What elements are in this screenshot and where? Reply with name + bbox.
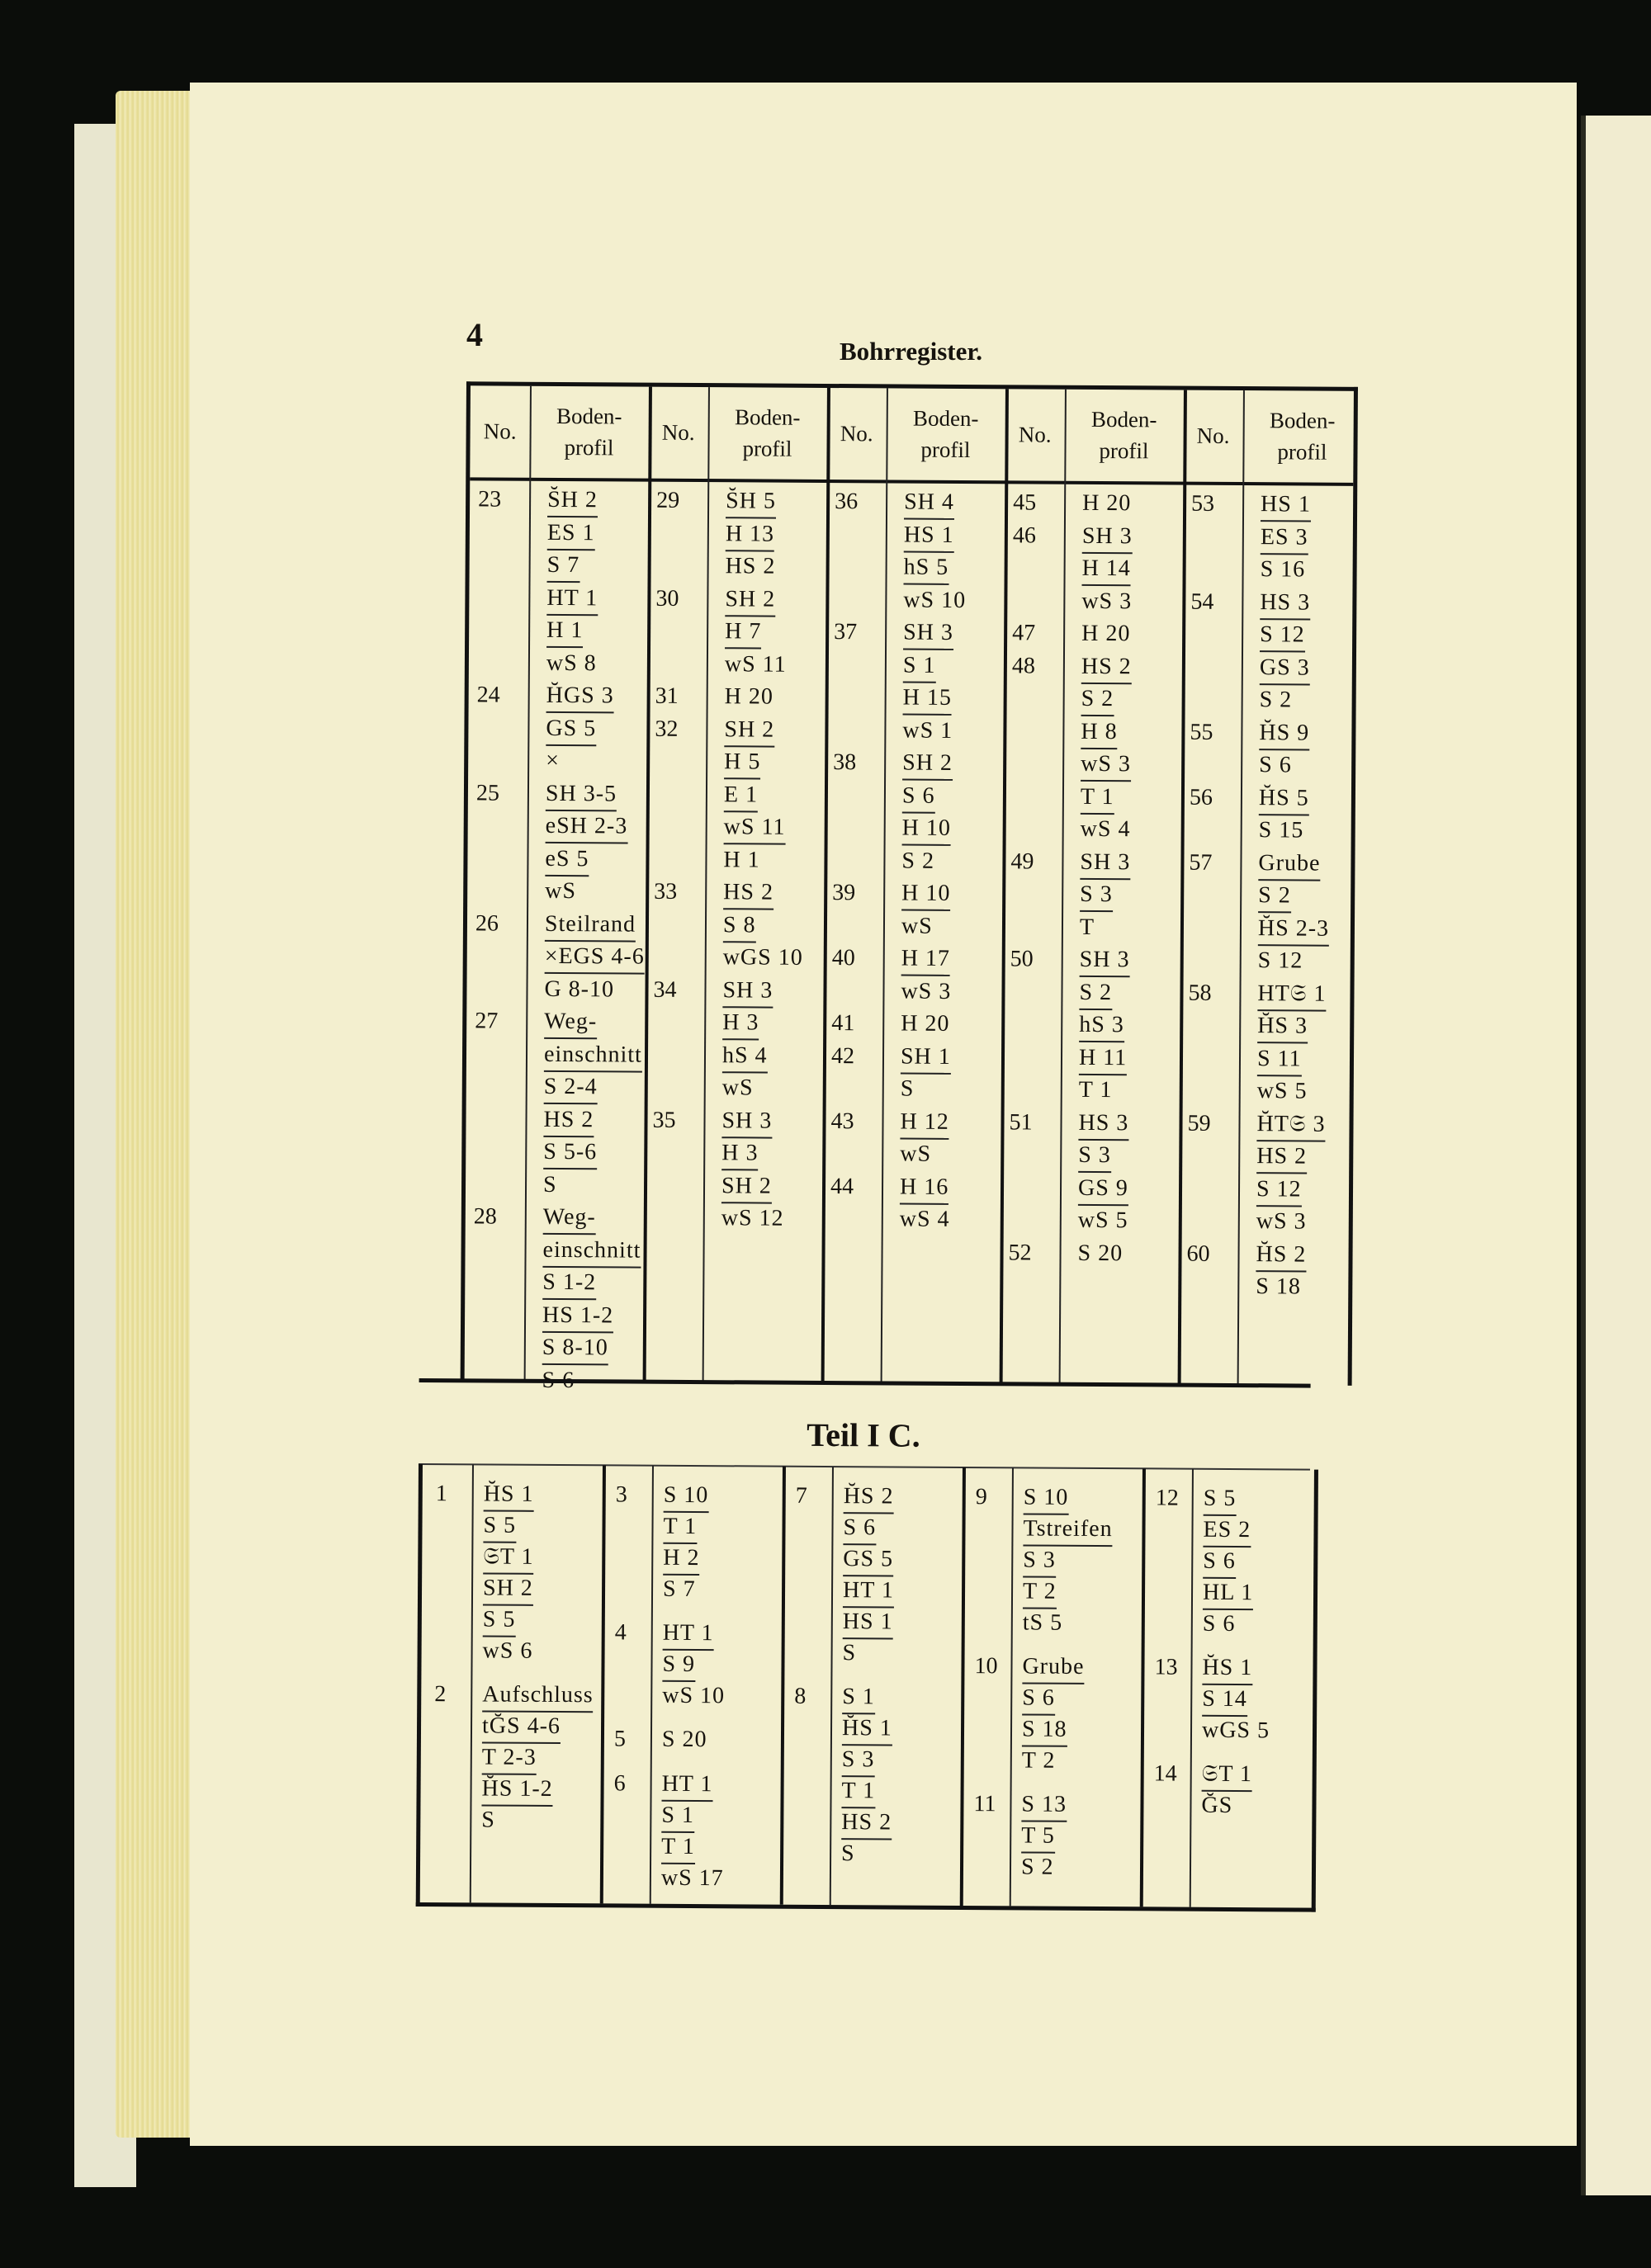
bohrung-number: 41 [831, 1010, 855, 1037]
bohrung-number: 11 [973, 1791, 996, 1817]
profile-layer: wS [900, 1141, 932, 1167]
bohrung-number: 50 [1010, 946, 1034, 972]
profile-layer: wS 5 [1256, 1078, 1308, 1104]
header-no: No. [1196, 423, 1230, 448]
profile-layer: wS 3 [1081, 588, 1133, 614]
profile-layer: wS 5 [1077, 1207, 1128, 1234]
profile-layer: S 7 [662, 1576, 696, 1603]
bohrung-number: 3 [615, 1481, 627, 1508]
profile-layer: S 20 [1077, 1240, 1124, 1266]
profile-layer: SH 2 [902, 749, 953, 781]
profile-layer: wGS 5 [1201, 1717, 1270, 1744]
no-divider [1237, 390, 1245, 1385]
profile-layer: SH 2 [724, 715, 774, 747]
profile-layer: T 1 [661, 1831, 695, 1864]
bohrung-number: 4 [614, 1619, 627, 1646]
page-number: 4 [466, 316, 483, 353]
profile-layer: GS 9 [1078, 1173, 1128, 1205]
profile-layer: S 12 [1260, 620, 1305, 652]
profile-layer: S 9 [662, 1650, 695, 1682]
bohrung-number: 46 [1012, 522, 1036, 549]
bohrung-number: 45 [1013, 489, 1037, 516]
profile-layer: T 1 [841, 1776, 875, 1808]
profile-layer: S 10 [664, 1481, 709, 1513]
bohrung-number: 36 [835, 489, 859, 515]
bohrung-number: 10 [974, 1653, 998, 1680]
profile-layer: HT 1 [661, 1769, 712, 1801]
bohrung-number: 44 [830, 1173, 854, 1199]
profile-layer: H 1 [546, 616, 583, 648]
group-divider [1178, 390, 1187, 1385]
bohrung-number: 6 [613, 1770, 626, 1797]
bohrung-number: 5 [613, 1726, 627, 1752]
group-divider [780, 1467, 786, 1905]
profile-layer: hS 3 [1079, 1010, 1124, 1042]
profile-layer: ×EGS 4-6 [545, 942, 645, 975]
profile-layer: SH 3 [1080, 847, 1130, 879]
profile-layer: S 6 [1202, 1610, 1236, 1637]
profile-layer: S 5 [1204, 1484, 1237, 1516]
running-title: Bohrregister. [840, 337, 983, 366]
profile-layer: HS 2 [543, 1104, 594, 1136]
profile-layer: SH 2 [725, 584, 775, 617]
profile-layer: wS 17 [660, 1864, 724, 1891]
profile-layer: S 18 [1256, 1273, 1301, 1300]
profile-layer: S [842, 1640, 857, 1666]
bohrung-number: 56 [1189, 784, 1213, 810]
profile-layer: S 6 [843, 1513, 876, 1545]
profile-layer: S 12 [1257, 947, 1303, 974]
header-bodenprofil: Boden- profil [734, 404, 801, 461]
no-divider [470, 1464, 474, 1902]
no-divider [703, 387, 710, 1382]
profile-layer: H̆S 3 [1257, 1011, 1308, 1043]
profile-layer: ES 1 [547, 517, 595, 550]
bohrung-number: 33 [654, 878, 678, 905]
profile-layer: H 7 [725, 617, 761, 649]
profile-layer: wS 6 [482, 1637, 533, 1664]
profile-layer: einschnitt [542, 1235, 641, 1268]
right-page-edge [1581, 116, 1651, 2195]
profile-layer: H 17 [901, 944, 950, 976]
profile-layer: HS 2 [725, 553, 776, 579]
profile-layer: HS 2 [1256, 1141, 1307, 1174]
bohrung-number: 57 [1189, 849, 1213, 876]
profile-layer: HS 1 [1261, 489, 1311, 522]
profile-layer: ES 2 [1203, 1515, 1251, 1547]
lower-register-table [416, 1464, 1318, 1912]
profile-layer: S 16 [1260, 556, 1306, 583]
profile-layer: H̆S 9 [1259, 718, 1309, 750]
profile-layer: S 5 [483, 1510, 516, 1543]
profile-layer: Grube [1258, 848, 1320, 881]
profile-layer: H 10 [902, 814, 951, 846]
bohrung-number: 39 [832, 880, 856, 906]
group-divider [821, 388, 830, 1382]
profile-layer: S 1 [903, 650, 936, 683]
profile-layer: HS 1 [904, 520, 954, 552]
profile-layer: 𝔖T 1 [483, 1542, 534, 1574]
bohrung-number: 27 [475, 1008, 499, 1034]
profile-layer: SH 2 [483, 1573, 533, 1605]
profile-layer: S 2 [1259, 687, 1293, 713]
profile-layer: HS 2 [841, 1807, 892, 1840]
bohrung-number: 29 [656, 487, 680, 513]
profile-layer: Weg- [544, 1007, 597, 1039]
profile-layer: hS 5 [904, 553, 949, 585]
profile-layer: GS 3 [1260, 653, 1310, 685]
section-title: Teil I C. [807, 1415, 920, 1454]
bohrung-number: 59 [1187, 1110, 1211, 1136]
bohrung-number: 35 [652, 1107, 676, 1133]
bohrung-number: 32 [655, 716, 679, 742]
profile-layer: HT𝔖 1 [1257, 979, 1326, 1012]
bohrung-number: 49 [1010, 848, 1034, 875]
profile-layer: eSH 2-3 [546, 811, 628, 844]
profile-layer: S 1-2 [542, 1268, 596, 1300]
no-divider [1059, 390, 1067, 1384]
profile-layer: S [900, 1075, 915, 1102]
profile-layer: × [546, 747, 561, 774]
profile-layer: G 8-10 [544, 976, 615, 1002]
profile-layer: S 6 [1203, 1547, 1236, 1579]
profile-layer: eS 5 [545, 843, 589, 876]
profile-layer: hS 4 [722, 1041, 768, 1073]
profile-layer: tS 5 [1022, 1609, 1063, 1636]
bohrung-number: 12 [1155, 1485, 1179, 1511]
profile-layer: H̆S 2 [844, 1481, 894, 1514]
profile-layer: HS 2 [1081, 651, 1132, 683]
profile-layer: SH 3 [1080, 945, 1130, 977]
profile-layer: T 2 [1023, 1576, 1057, 1609]
profile-layer: H 20 [1082, 489, 1132, 517]
profile-layer: Aufschluss [482, 1680, 594, 1713]
profile-layer: H̆S 5 [1259, 783, 1309, 815]
profile-layer: SH 3 [903, 618, 953, 650]
profile-layer: H̆S 1 [842, 1713, 892, 1746]
profile-layer: S 2 [1258, 881, 1291, 913]
bohrung-number: 53 [1191, 490, 1215, 517]
profile-layer: H 11 [1079, 1042, 1127, 1075]
profile-layer: wS 3 [1081, 749, 1131, 782]
no-divider [1190, 1469, 1194, 1907]
bohrung-number: 13 [1154, 1654, 1178, 1680]
profile-layer: S 14 [1202, 1684, 1247, 1717]
profile-layer: T 5 [1021, 1821, 1055, 1854]
profile-layer: einschnitt [544, 1039, 642, 1072]
profile-layer: GS 5 [546, 713, 596, 745]
profile-layer: SH 2 [721, 1171, 772, 1203]
profile-layer: HS 1-2 [542, 1300, 613, 1333]
profile-layer: SH 3 [721, 1106, 772, 1138]
no-divider [524, 386, 532, 1381]
bohrregister-table [416, 381, 1358, 1912]
profile-layer: wS 10 [903, 587, 967, 613]
profile-layer: wS 1 [902, 717, 953, 744]
profile-layer: Steilrand [545, 909, 636, 942]
profile-layer: SH 3-5 [546, 778, 617, 811]
header-no: No. [840, 421, 873, 447]
profile-layer: S 8 [723, 910, 756, 943]
header-no: No. [661, 419, 695, 445]
group-divider [1000, 389, 1009, 1383]
profile-layer: wS [721, 1075, 754, 1101]
profile-layer: H̆S 1 [1202, 1653, 1252, 1685]
profile-layer: H 20 [724, 683, 774, 710]
bohrung-number: 25 [475, 779, 500, 806]
profile-layer: S [481, 1807, 496, 1833]
bohrung-number: 23 [478, 486, 502, 513]
group-divider [960, 1467, 966, 1906]
bohrung-number: 55 [1190, 719, 1213, 745]
profile-layer: HS 2 [723, 877, 773, 910]
profile-layer: S 12 [1256, 1174, 1302, 1207]
bohrung-number: 31 [655, 683, 679, 709]
header-bodenprofil: Boden- profil [1269, 408, 1336, 465]
profile-layer: T [1079, 914, 1095, 940]
profile-layer: wS 8 [546, 650, 597, 676]
profile-layer: H 14 [1082, 554, 1131, 586]
bohrung-number: 48 [1011, 652, 1036, 679]
bohrung-number: 14 [1153, 1760, 1177, 1787]
bohrung-number: 58 [1188, 980, 1212, 1006]
profile-layer: wS 3 [901, 978, 952, 1004]
profile-layer: H 16 [900, 1172, 948, 1204]
profile-layer: HT 1 [663, 1618, 714, 1651]
profile-layer: S 3 [1080, 880, 1113, 912]
profile-layer: T 1 [1081, 782, 1114, 814]
no-divider [650, 1466, 654, 1904]
profile-layer: wS 4 [899, 1206, 950, 1232]
profile-layer: HS 3 [1078, 1108, 1128, 1140]
profile-layer: S 3 [1078, 1141, 1111, 1173]
no-divider [1010, 1467, 1014, 1906]
profile-layer: S 5-6 [543, 1137, 597, 1169]
profile-layer: HS 3 [1260, 588, 1310, 620]
profile-layer: S 2 [1081, 684, 1114, 716]
profile-layer: S [542, 1171, 557, 1198]
profile-layer: T 1 [663, 1512, 697, 1544]
profile-layer: T 2-3 [482, 1743, 537, 1775]
profile-layer: T 2 [1021, 1747, 1056, 1774]
profile-layer: H̆S 2-3 [1258, 914, 1329, 947]
bohrung-number: 24 [476, 682, 500, 708]
profile-layer: ES 3 [1261, 522, 1308, 555]
profile-layer: wS 11 [724, 650, 787, 678]
profile-layer: H̆S 1-2 [481, 1774, 552, 1807]
profile-layer: wS [545, 877, 577, 905]
profile-layer: S 1 [842, 1682, 875, 1714]
profile-layer: SH 3 [1082, 521, 1133, 553]
no-divider [881, 388, 888, 1382]
profile-layer: H̆GS 3 [546, 681, 614, 714]
bohrung-number: 7 [795, 1482, 807, 1509]
profile-layer: SH 4 [904, 488, 954, 520]
profile-layer: S 8-10 [542, 1333, 608, 1365]
bohrung-number: 51 [1009, 1108, 1033, 1136]
bohrung-number: 8 [794, 1683, 807, 1710]
profile-layer: wS 4 [1080, 815, 1131, 843]
profile-layer: S 2 [1020, 1854, 1054, 1881]
bohrung-number: 52 [1008, 1239, 1032, 1266]
profile-layer: H 13 [726, 519, 774, 551]
profile-layer: S 3 [1023, 1545, 1056, 1577]
profile-layer: wS [901, 913, 933, 939]
bohrung-number: 38 [833, 749, 857, 776]
profile-layer: S 2-4 [544, 1072, 598, 1104]
profile-layer: tĞS 4-6 [482, 1712, 561, 1745]
profile-layer: S 10 [1024, 1482, 1069, 1514]
bohrung-number: 9 [975, 1484, 987, 1510]
profile-layer: wS 3 [1256, 1208, 1307, 1235]
profile-layer: S 6 [902, 781, 935, 813]
bohrung-number: 28 [473, 1203, 497, 1230]
profile-layer: S 3 [842, 1745, 875, 1777]
profile-layer: S 6 [1259, 752, 1292, 778]
profile-layer: Weg- [543, 1203, 596, 1235]
bohrung-number: 2 [434, 1681, 447, 1708]
upper-register-table [461, 381, 1358, 1393]
profile-layer: H 20 [1081, 620, 1131, 647]
profile-layer: HT 1 [546, 583, 598, 615]
profile-layer: E 1 [724, 780, 758, 812]
profile-layer: H 5 [724, 747, 760, 779]
profile-layer: S̆H 2 [547, 485, 598, 517]
profile-layer: H̆T𝔖 3 [1256, 1109, 1325, 1142]
profile-layer: S 15 [1258, 817, 1304, 843]
profile-layer: H 8 [1081, 716, 1117, 749]
profile-layer: S 7 [547, 550, 580, 583]
bohrung-number: 30 [655, 585, 679, 612]
header-no: No. [1018, 422, 1052, 447]
profile-layer: S 6 [542, 1367, 575, 1393]
profile-layer: T 1 [1078, 1076, 1113, 1103]
bohrung-number: 26 [475, 910, 499, 937]
profile-layer: S 5 [483, 1604, 516, 1637]
bohrung-number: 42 [830, 1042, 855, 1069]
profile-layer: GS 5 [843, 1544, 893, 1576]
group-divider [600, 1465, 606, 1903]
header-bodenprofil: Boden- profil [556, 403, 622, 461]
profile-layer: H 3 [722, 1008, 759, 1040]
group-divider [643, 387, 652, 1382]
header-no: No. [483, 418, 517, 444]
profile-layer: H 20 [901, 1010, 950, 1037]
profile-layer: H 10 [901, 879, 950, 911]
bohrung-number: 37 [834, 619, 858, 645]
profile-layer: H̆S 2 [1256, 1240, 1306, 1272]
profile-layer: SH 3 [722, 976, 773, 1008]
profile-layer: wS 10 [662, 1682, 726, 1709]
profile-layer: HL 1 [1203, 1578, 1254, 1610]
profile-layer: 𝔖T 1 [1202, 1760, 1253, 1792]
profile-layer: S 11 [1257, 1044, 1302, 1076]
profile-layer: wS 12 [721, 1205, 784, 1231]
profile-layer: S [841, 1840, 855, 1867]
bohrung-number: 60 [1186, 1240, 1210, 1267]
bohrung-number: 47 [1012, 620, 1036, 646]
profile-layer: S 20 [661, 1727, 707, 1753]
profile-layer: H 1 [723, 846, 760, 872]
bohrung-number: 34 [653, 976, 677, 1003]
profile-layer: S 2 [901, 848, 935, 874]
profile-layer: HT 1 [843, 1576, 894, 1608]
profile-layer: SH 1 [901, 1042, 951, 1074]
profile-layer: S̆H 5 [726, 486, 776, 518]
profile-layer: ĞS [1201, 1793, 1233, 1819]
profile-layer: wS 11 [724, 812, 786, 844]
profile-layer: HS 1 [843, 1607, 893, 1639]
group-divider [1140, 1468, 1146, 1907]
profile-layer: H 2 [663, 1543, 699, 1576]
profile-layer: H 12 [900, 1107, 948, 1139]
bohrung-number: 1 [435, 1481, 447, 1507]
bohrung-number: 43 [830, 1108, 854, 1134]
profile-layer: Tstreifen [1023, 1514, 1112, 1547]
header-bodenprofil: Boden- profil [912, 405, 979, 463]
profile-layer: wGS 10 [722, 944, 803, 971]
no-divider [830, 1467, 834, 1905]
profile-layer: H 15 [903, 683, 952, 716]
profile-layer: Grube [1022, 1652, 1084, 1684]
bohrung-number: 54 [1190, 588, 1214, 615]
header-bodenprofil: Boden- profil [1090, 406, 1157, 464]
profile-layer: S 6 [1022, 1684, 1055, 1716]
profile-layer: H 3 [721, 1138, 758, 1170]
profile-layer: S 18 [1022, 1715, 1067, 1747]
profile-layer: S 2 [1079, 977, 1112, 1009]
profile-layer: S 13 [1021, 1790, 1067, 1822]
profile-layer: H̆S 1 [484, 1479, 534, 1511]
bohrung-number: 40 [831, 945, 855, 971]
profile-layer: S 1 [661, 1800, 694, 1832]
